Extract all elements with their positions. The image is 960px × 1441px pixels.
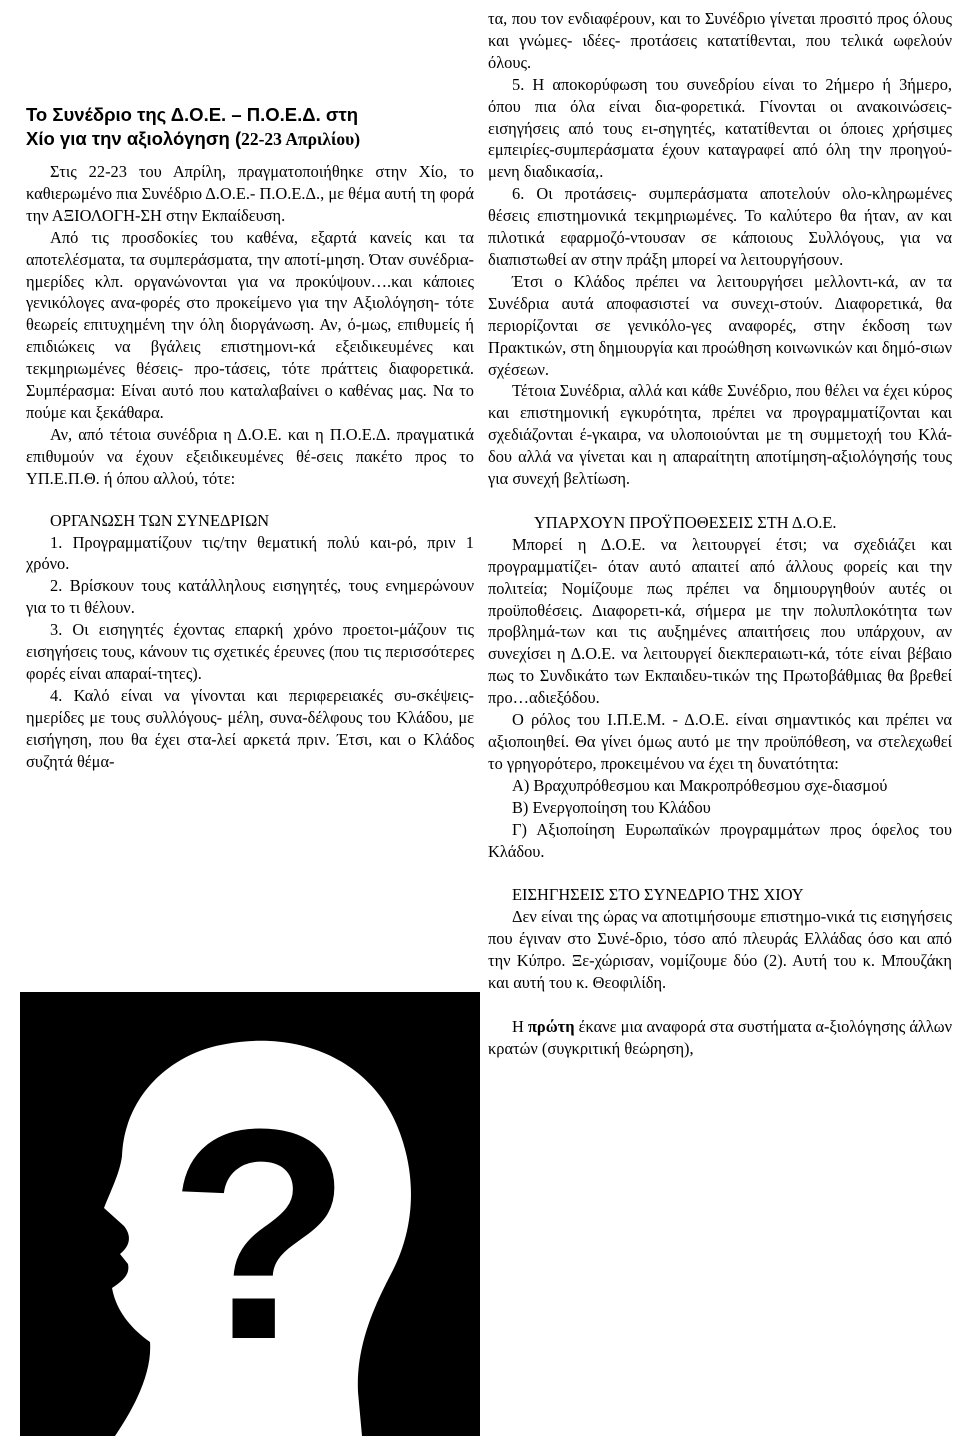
section-heading-presentations: ΕΙΣΗΓΗΣΕΙΣ ΣΤΟ ΣΥΝΕΔΡΙΟ ΤΗΣ ΧΙΟΥ bbox=[512, 885, 804, 905]
paragraph-presentations: Δεν είναι της ώρας να αποτιμήσουμε επιστημο-νικά τις εισηγήσεις που έγιναν στο Συνέ-δριο, τόσο από πλευράς Ελλάδας όσο και από την Κύπρο. Ξε-χώρισαν, νομίζουμε δύο (2). Αυτή του κ. Μπουζάκη και αυτή του κ. Θεοφιλίδη. bbox=[488, 907, 952, 993]
paragraph-conferences: Τέτοια Συνέδρια, αλλά και κάθε Συνέδριο, που θέλει να έχει κύρος και επιστημονική εγκυρότητα, πρέπει να προγραμματίζονται και σχεδιάζονται έ-γκαιρα, να υλοποιούνται με τη συμμετοχή του Κλά-δου αλλά να γίνεται και η απαραίτητη αποτίμηση-αξιολόγησής τους για συνεχή βελτίωση. bbox=[488, 381, 952, 489]
question-mark-icon: ? bbox=[168, 1066, 352, 1402]
head-silhouette-question-mark-icon bbox=[20, 992, 480, 1436]
left-column bbox=[26, 103, 474, 772]
list-item: Γ) Αξιοποίηση Ευρωπαϊκών προγραμμάτων προς όφελος του Κλάδου. bbox=[488, 819, 952, 861]
section-heading-conditions: ΥΠΑΡΧΟΥΝ ΠΡΟΫΠΟΘΕΣΕΙΣ ΣΤΗ Δ.Ο.Ε. bbox=[534, 512, 837, 532]
list-item: 3. Οι εισηγητές έχοντας επαρκή χρόνο προετοι-μάζουν τις εισηγήσεις τους, κάνουν τις σχετικές έρευνες (που τις περισσότερες φορές είναι απαραί-τητες). bbox=[26, 620, 474, 683]
right-column bbox=[488, 8, 952, 1060]
list-item: Α) Βραχυπρόθεσμου και Μακροπρόθεσμου σχε-διασμού bbox=[512, 775, 888, 795]
page-number: 14 bbox=[40, 1404, 57, 1423]
silhouette-illustration bbox=[20, 992, 480, 1436]
paragraph-continuation: τα, που τον ενδιαφέρουν, και το Συνέδριο γίνεται προσιτό προς όλους και γνώμες- ιδέες- προτάσεις κατατίθενται, που τελικά ωφελούν όλους. bbox=[488, 9, 952, 72]
list-item: 2. Βρίσκουν τους κατάλληλους εισηγητές, τους ενημερώνουν για το τι θέλουν. bbox=[26, 576, 474, 618]
paragraph-first-presentation: Η πρώτη έκανε μια αναφορά στα συστήματα α-ξιολόγησης άλλων κρατών (συγκριτική θεώρηση), bbox=[488, 1016, 952, 1058]
paragraph-then: Αν, από τέτοια συνέδρια η Δ.Ο.Ε. και η Π.Ο.Ε.Δ. πραγματικά επιθυμούν να έχουν εξειδικευμένες θέ-σεις πακέτο προς το ΥΠ.Ε.Π.Θ. ή όπου αλλού, τότε: bbox=[26, 424, 474, 488]
paragraph-future: Έτσι ο Κλάδος πρέπει να λειτουργήσει μελλοντι-κά, αν τα Συνέδρια αυτά αποφασιστεί να συνεχι-στούν. Διαφορετικά, θα περιορίζονται σε γενικόλο-γες αναφορές, στην έκδοση των Πρακτικών, στη δημιουργία και προώθηση κοινωνικών και δημό-σιων σχέσεων. bbox=[488, 271, 952, 379]
paragraph-ipem-role: Ο ρόλος του Ι.Π.Ε.Μ. - Δ.Ο.Ε. είναι σημαντικός και πρέπει να αξιοποιηθεί. Θα γίνει όμως αυτό με την προϋπόθεση, να στελεχωθεί το γρηγορότερο, προκειμένου να έχει τη δυνατότητα: bbox=[488, 710, 952, 773]
list-item: 5. Η αποκορύφωση του συνεδρίου είναι το 2ήμερο ή 3ήμερο, όπου πια όλα είναι δια-φορετικά. Γίνονται οι ανακοινώσεις- εισηγήσεις από τους ει-σηγητές, κατατίθενται οι όποιες χρήσιμες εμπειρίες-συμπεράσματα έχουν καταγραφεί από όλη την προηγού-μενη διαδικασία,. bbox=[488, 74, 952, 182]
list-item: 6. Οι προτάσεις- συμπεράσματα αποτελούν ολο-κληρωμένες θέσεις επιστημονικά τεκμηριωμένες. Το καλύτερο θα ήταν, αν και πιλοτικά εφαρμοζό-ντουσαν σε κάποιους Συλλόγους, για να διαπιστωθεί αν στην πράξη μπορεί να λειτουργήσουν. bbox=[488, 184, 952, 269]
paragraph-can-doe: Μπορεί η Δ.Ο.Ε. να λειτουργεί έτσι; να σχεδιάζει και προγραμματίζει- όταν αυτό απαιτεί από άλλους φορείς και την πολιτεία; Νομίζουμε πως πρέπει να δημιουργηθούν αυτές οι προϋποθέσεις. Διαφορετι-κά, σήμερα με την πολυπλοκότητα των προβλημά-των και τις αυξημένες απαιτήσεις που υπάρχουν, αν συνεχίσει η Δ.Ο.Ε. να λειτουργεί διεκπεραιωτι-κά, τότε είναι βέβαιο πως το Συνδικάτο των Εκπαιδευ-τικών της Πρωτοβάθμιας θα βρεθεί προ…αδιεξόδου. bbox=[488, 534, 952, 708]
paragraph-intro: Στις 22-23 του Απρίλη, πραγματοποιήθηκε στην Χίο, το καθιερωμένο πια Συνέδριο Δ.Ο.Ε.- Π.Ο.Ε.Δ., με θέμα αυτή τη φορά την ΑΞΙΟΛΟΓΗ-ΣΗ στην Εκπαίδευση. bbox=[26, 162, 474, 225]
list-item: 4. Καλό είναι να γίνονται και περιφερειακές συ-σκέψεις- ημερίδες με τους συλλόγους- μέλη, συνα-δέλφους του Κλάδου, με εισήγηση, που θα έχει στα-λεί αρκετά πριν. Έτσι, και ο Κλάδος συζητά θέμα- bbox=[26, 685, 474, 771]
list-item: 1. Προγραμματίζουν τις/την θεματική πολύ και-ρό, πριν 1 χρόνο. bbox=[26, 532, 474, 574]
article-title: Το Συνέδριο της Δ.Ο.Ε. – Π.Ο.Ε.Δ. στη Χίο για την αξιολόγηση (22-23 Απριλίου) bbox=[26, 104, 361, 149]
list-item: Β) Ενεργοποίηση του Κλάδου bbox=[512, 797, 711, 817]
paragraph-expectations: Από τις προσδοκίες του καθένα, εξαρτά κανείς και τα αποτελέσματα, τα συμπεράσματα, την αποτί-μηση. Όταν συνέδρια- ημερίδες κλπ. οργανώνονται για να προκύψουν….και κάποιες γενικόλογες ανα-φορές στο προκείμενο για την Αξιολόγηση- τότε θεωρείς επιτυχημένη την όλη διοργάνωση. Αν, ό-μως, επιθυμείς ή επιδιώκεις να βγάλεις επιστημονι-κά εξειδικευμένες και τεκμηριωμένες θέσεις- προ-τάσεις, τότε πράττεις διαφορετικά. Συμπέρασμα: Είναι αυτό που καταλαβαίνει ο καθένας μας. Να το πούμε και ξεκάθαρα. bbox=[26, 227, 474, 422]
section-heading-organization: ΟΡΓΑΝΩΣΗ ΤΩΝ ΣΥΝΕΔΡΙΩΝ bbox=[50, 510, 270, 530]
